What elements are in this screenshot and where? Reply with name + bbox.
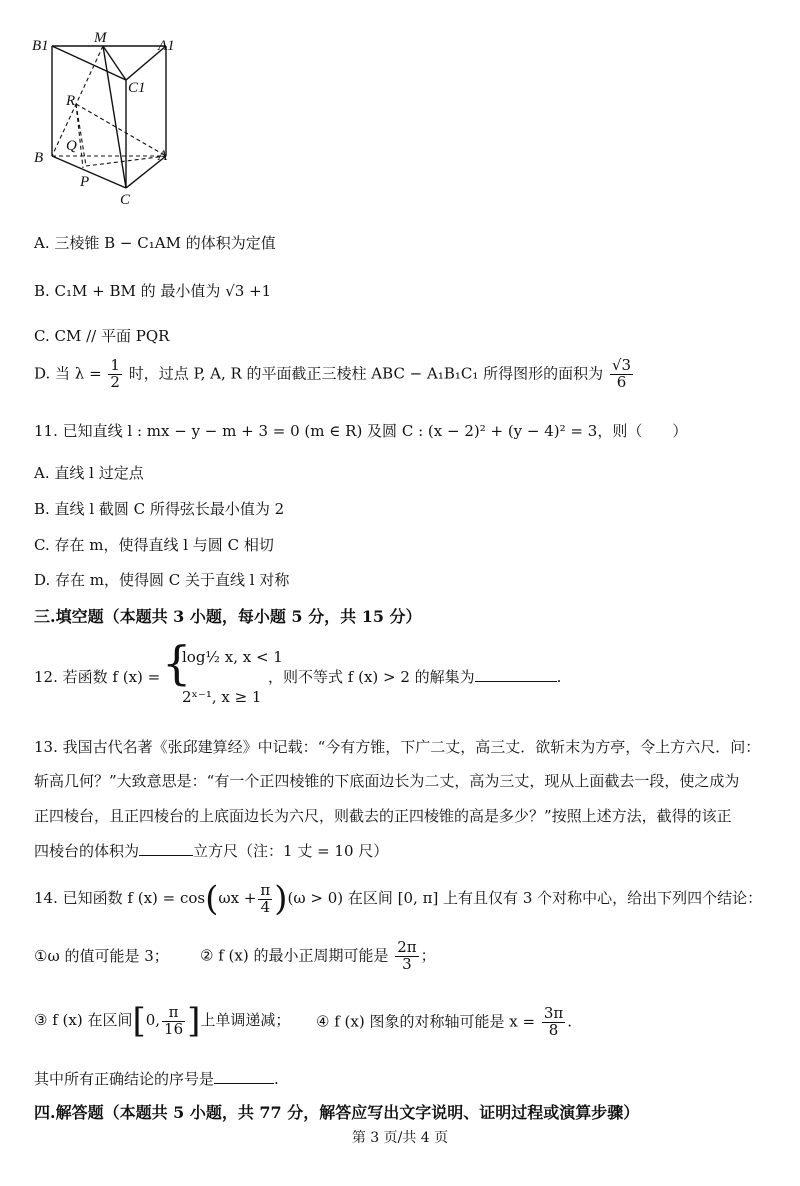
- q14-stem-post: (ω > 0) 在区间 [0, π] 上有且仅有 3 个对称中心，给出下列四个结论：: [287, 889, 763, 907]
- q10-option-b-value: √3 +1: [225, 282, 272, 300]
- q14-c2-pre: ② f (x) 的最小正周期可能是: [200, 946, 389, 965]
- label-b: B: [34, 150, 44, 166]
- q10-lambda-fraction: [108, 358, 122, 391]
- q14-pi-over-4: [258, 880, 272, 916]
- edge-m-c: [103, 46, 126, 188]
- q14-c2-den: 3: [402, 954, 412, 973]
- q10-option-a: A. 三棱锥 B − C₁AM 的体积为定值: [34, 234, 276, 252]
- q14-c4-fraction: [542, 1006, 565, 1039]
- q14-pi: π: [260, 880, 271, 899]
- q14-c4-den: 8: [548, 1020, 559, 1039]
- label-a: A: [158, 148, 168, 164]
- q14-c3-bracket-open: [: [132, 1001, 146, 1041]
- q14-paren-close: ): [274, 879, 288, 919]
- q14-arg-pre: ωx +: [218, 889, 257, 907]
- q14-c3-fraction: [162, 1002, 185, 1038]
- q11-option-d: D. 存在 m，使得圆 C 关于直线 l 对称: [34, 571, 290, 589]
- q14-c3-den: 16: [164, 1019, 184, 1038]
- q14-c3-bracket-close: ]: [187, 1001, 201, 1041]
- q10-area-num: √3: [611, 356, 632, 374]
- q11-option-a: A. 直线 l 过定点: [34, 464, 144, 482]
- edge-r-a-hidden: [76, 104, 166, 156]
- q14-conclusion-3: [34, 1001, 291, 1041]
- q14-c3-int-pre: 0,: [145, 1011, 161, 1029]
- q12-case-2: 2ˣ⁻¹, x ≥ 1: [182, 688, 262, 706]
- q14-ask-end: .: [274, 1070, 279, 1088]
- q13-answer-blank[interactable]: [139, 855, 193, 856]
- q14-c4-end: .: [567, 1012, 573, 1031]
- edge-r-p-hidden: [76, 104, 83, 168]
- q14-paren-open: (: [205, 879, 219, 919]
- q14-c4-num: 3π: [543, 1004, 564, 1022]
- q12-end: .: [556, 668, 562, 686]
- q11-option-b: B. 直线 l 截圆 C 所得弦长最小值为 2: [34, 500, 285, 518]
- q12-answer-blank[interactable]: [475, 681, 557, 682]
- q10-option-b-text: B. C₁M + BM 的 最小值为: [34, 282, 221, 300]
- q14-ask-text: 其中所有正确结论的序号是: [34, 1070, 215, 1088]
- q13-line-4-post: 立方尺（注：1 丈 = 10 尺）: [193, 842, 389, 860]
- prism-figure: [28, 30, 188, 210]
- q10-option-d-pre: D. 当 λ =: [34, 364, 102, 383]
- q11-stem: 11. 已知直线 l : mx − y − m + 3 = 0 (m ∈ R) 及圆 C : (x − 2)² + (y − 4)² = 3，则（ ）: [34, 422, 688, 440]
- q14-c2-num: 2π: [397, 938, 417, 956]
- q10-option-c: C. CM // 平面 PQR: [34, 327, 170, 345]
- q14-conclusion-1: ①ω 的值可能是 3；: [34, 947, 169, 965]
- label-c1: C1: [128, 80, 146, 96]
- label-p: P: [80, 174, 90, 190]
- q14-stem: [34, 879, 763, 919]
- q10-option-d-mid: 时，过点 P, A, R 的平面截正三棱柱 ABC − A₁B₁C₁ 所得图形的面积为: [128, 364, 604, 383]
- q10-lambda-den: 2: [110, 372, 120, 391]
- q13-line-2: 斩高几何？”大致意思是：“有一个正四棱锥的下底面边长为二丈，高为三丈，现从上面截去一段，使之成为: [34, 772, 740, 790]
- label-q: Q: [66, 138, 77, 154]
- q14-four: 4: [260, 897, 271, 916]
- label-b1: B1: [32, 38, 49, 54]
- q10-lambda-num: 1: [110, 356, 120, 374]
- section-3-heading: 三.填空题（本题共 3 小题，每小题 5 分，共 15 分）: [34, 607, 422, 626]
- q14-conclusion-4: [316, 1006, 572, 1039]
- q11-option-c: C. 存在 m，使得直线 l 与圆 C 相切: [34, 536, 274, 554]
- q12-pre: 12. 若函数 f (x) =: [34, 668, 161, 686]
- q14-stem-pre: 14. 已知函数 f (x) = cos: [34, 889, 206, 907]
- q14-ask: [34, 1068, 279, 1089]
- section-4-heading: 四.解答题（本题共 5 小题，共 77 分，解答应写出文字说明、证明过程或演算步骤）: [34, 1103, 640, 1122]
- q14-c3-num: π: [162, 1005, 185, 1022]
- q14-c2-fraction: [395, 940, 418, 973]
- label-m: M: [94, 30, 107, 46]
- q10-area-fraction: [610, 358, 633, 391]
- q13-line-4: [34, 840, 388, 861]
- q10-option-b: [34, 280, 271, 301]
- q13-line-4-pre: 四棱台的体积为: [34, 842, 140, 860]
- label-c: C: [120, 192, 131, 208]
- q12-brace: {: [162, 636, 192, 690]
- label-r: R: [66, 93, 76, 109]
- q14-answer-blank[interactable]: [214, 1083, 274, 1084]
- q14-c2-end: ；: [420, 946, 436, 965]
- q10-option-d: [34, 358, 635, 391]
- page-footer: 第 3 页/共 4 页: [351, 1130, 449, 1146]
- edge-m-b-hidden: [52, 46, 103, 156]
- q12-post-text: ，则不等式 f (x) > 2 的解集为: [268, 668, 475, 686]
- q13-line-1: 13. 我国古代名著《张邱建算经》中记载：“今有方锥，下广二丈，高三丈．欲斩末为方亭，令上方六尺．问：: [34, 738, 761, 756]
- q13-line-3: 正四棱台，且正四棱台的上底面边长为六尺，则截去的正四棱锥的高是多少？”按照上述方法，截得的该正: [34, 807, 732, 825]
- q14-conclusion-2: [200, 940, 436, 973]
- q12-post: [268, 666, 561, 687]
- q10-area-den: 6: [616, 372, 627, 391]
- q14-c3-pre: ③ f (x) 在区间: [34, 1011, 133, 1029]
- label-a1: A1: [158, 38, 175, 54]
- q14-c3-post: 上单调递减；: [200, 1011, 291, 1029]
- q12-case-1: log½ x, x < 1: [182, 648, 283, 666]
- q14-c4-pre: ④ f (x) 图象的对称轴可能是 x =: [316, 1012, 536, 1031]
